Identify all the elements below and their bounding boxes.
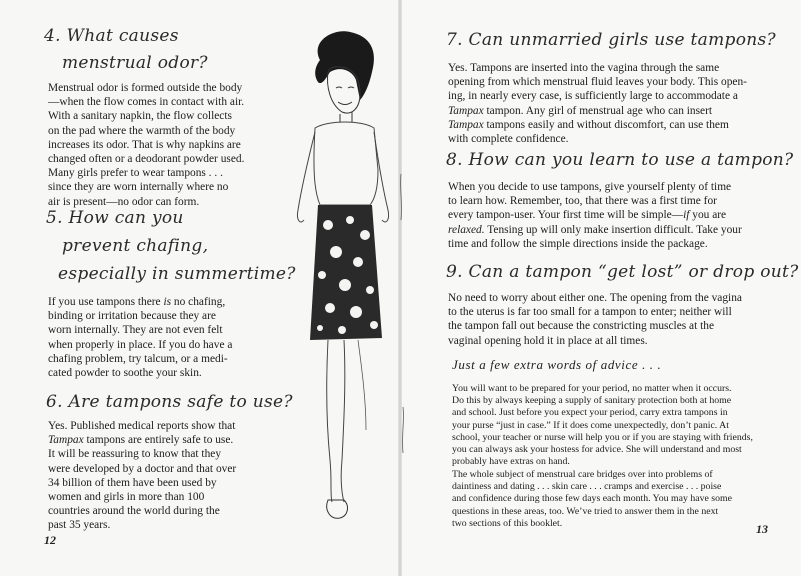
advice-line: and confidence during those few days each month. You may have some <box>452 493 732 505</box>
q7-text: tampons easily and without discomfort, can use them <box>483 118 729 131</box>
q9-body-line: No need to worry about either one. The opening from the vagina <box>448 292 742 304</box>
q4-heading-line2: menstrual odor? <box>62 53 208 73</box>
q8-emphasis: if <box>683 209 690 222</box>
advice-line: You will want to be prepared for your period, no matter when it occurs. <box>452 383 732 394</box>
q9-body-line: vaginal opening hold it in place at all times. <box>448 334 648 347</box>
advice-paragraph-2 <box>452 469 778 530</box>
q4-body-line: on the pad where the warmth of the body <box>48 124 236 137</box>
advice-line: school, your teacher or nurse will help you or if you are staying with friends, <box>452 431 753 443</box>
q8-body-line: time and follow the simple directions inside the package. <box>448 237 708 250</box>
q4-body-line: since they are worn internally where no <box>48 181 229 194</box>
q7-body-line <box>448 104 774 118</box>
q7-body-line <box>448 118 774 132</box>
right-page-number: 13 <box>756 522 768 536</box>
q9-body-line: to the uterus is far too small for a tampon to enter; neither will <box>448 306 732 319</box>
q5-heading-line1: 5. How can you <box>46 208 184 228</box>
tampax-brand: Tampax <box>48 434 84 447</box>
q8-body-line <box>448 208 774 222</box>
q8-emphasis: relaxed. <box>448 223 485 236</box>
q6-heading: 6. Are tampons safe to use? <box>46 392 293 412</box>
q5-heading-line3: especially in summertime? <box>58 264 296 284</box>
q5-emphasis: is <box>163 296 172 308</box>
left-page-number: 12 <box>44 533 56 547</box>
q5-body-line: binding or irritation because they are <box>48 310 216 323</box>
q6-body-line <box>48 433 264 447</box>
q5-body-line <box>48 295 264 309</box>
q6-body-line: It will be reassuring to know that they <box>48 448 222 461</box>
q4-body-line: With a sanitary napkin, the flow collects <box>48 110 232 123</box>
q4-body-line: —when the flow comes in contact with air. <box>48 96 245 109</box>
q5-text: If you use tampons there <box>48 296 164 308</box>
q4-heading-line1: 4. What causes <box>44 26 179 46</box>
q7-body-line: ing, in nearly every case, is sufficiently large to accommodate a <box>448 90 738 103</box>
q9-heading: 9. Can a tampon “get lost” or drop out? <box>446 262 799 282</box>
q9-body <box>448 291 774 348</box>
q4-body-line: air is present—no odor can form. <box>48 195 200 208</box>
advice-line: and school. Just before you expect your period, carry extra tampons in <box>452 407 728 419</box>
q4-body-line: changed often or a deodorant powder used. <box>48 153 245 166</box>
advice-paragraph-1 <box>452 383 778 468</box>
q4-body <box>48 81 264 209</box>
advice-line: you can always ask your hostess for advice. She will understand and most <box>452 444 742 456</box>
q8-body-line: When you decide to use tampons, give yourself plenty of time <box>448 181 732 193</box>
q4-body-line: Many girls prefer to wear tampons . . . <box>48 167 223 180</box>
advice-line: questions in these areas, too. We’ve tried to answer them in the next <box>452 505 719 517</box>
q8-heading: 8. How can you learn to use a tampon? <box>446 150 794 170</box>
q7-text: tampon. Any girl of menstrual age who can insert <box>483 104 713 117</box>
tampax-brand: Tampax <box>448 104 484 117</box>
q5-body <box>48 295 264 380</box>
advice-line: Do this by always keeping a supply of sanitary protection both at home <box>452 395 732 407</box>
q4-body-line: Menstrual odor is formed outside the body <box>48 82 243 94</box>
q8-body-line <box>448 223 774 237</box>
q8-text: Tensing up will only make insertion difficult. Take your <box>484 223 742 236</box>
advice-line: probably have extras on hand. <box>452 456 570 468</box>
q5-body-line: when properly in place. If you do have a <box>48 338 233 351</box>
q5-text: no chafing, <box>171 296 226 308</box>
q6-body-line: women and girls in more than 100 <box>48 491 205 504</box>
advice-line: two sections of this booklet. <box>452 517 563 529</box>
q4-body-line: increases its odor. That is why napkins are <box>48 138 241 151</box>
q8-text: every tampon-user. Your first time will be simple— <box>448 209 684 222</box>
q7-body <box>448 61 774 146</box>
q7-body-line: with complete confidence. <box>448 133 569 146</box>
q8-body-line: to learn how. Remember, too, that there was a first time for <box>448 195 717 208</box>
q5-heading-line2: prevent chafing, <box>62 236 209 256</box>
gutter-mark <box>398 405 408 455</box>
q9-body-line: the tampon fall out because the constricting muscles at the <box>448 320 715 333</box>
q6-body-line: Yes. Published medical reports show that <box>48 420 236 432</box>
q7-heading: 7. Can unmarried girls use tampons? <box>446 30 776 50</box>
q6-body-line: past 35 years. <box>48 519 111 532</box>
advice-title: Just a few extra words of advice . . . <box>452 357 662 372</box>
q7-body-line: Yes. Tampons are inserted into the vagina through the same <box>448 62 720 74</box>
q6-text: tampons are entirely safe to use. <box>83 434 234 447</box>
advice-line: The whole subject of menstrual care bridges over into problems of <box>452 469 713 480</box>
q6-body-line: 34 billion of them have been used by <box>48 476 217 489</box>
q5-body-line: chafing problem, try talcum, or a medi- <box>48 352 228 365</box>
q7-body-line: opening from which menstrual fluid leaves your body. This open- <box>448 76 747 89</box>
q6-body <box>48 419 264 533</box>
q6-body-line: were developed by a doctor and that over <box>48 462 237 475</box>
q5-body-line: cated powder to soothe your skin. <box>48 367 202 380</box>
advice-line: your purse “just in case.” If it does come unexpectedly, don’t panic. At <box>452 419 729 431</box>
tampax-brand: Tampax <box>448 118 484 131</box>
q5-body-line: worn internally. They are not even felt <box>48 324 223 337</box>
q8-body <box>448 180 774 251</box>
q8-text: you are <box>689 209 727 222</box>
advice-line: daintiness and dating . . . skin care . . . cramps and exercise . . . poise <box>452 481 722 493</box>
gutter-mark <box>396 172 406 222</box>
q6-body-line: countries around the world during the <box>48 505 220 518</box>
